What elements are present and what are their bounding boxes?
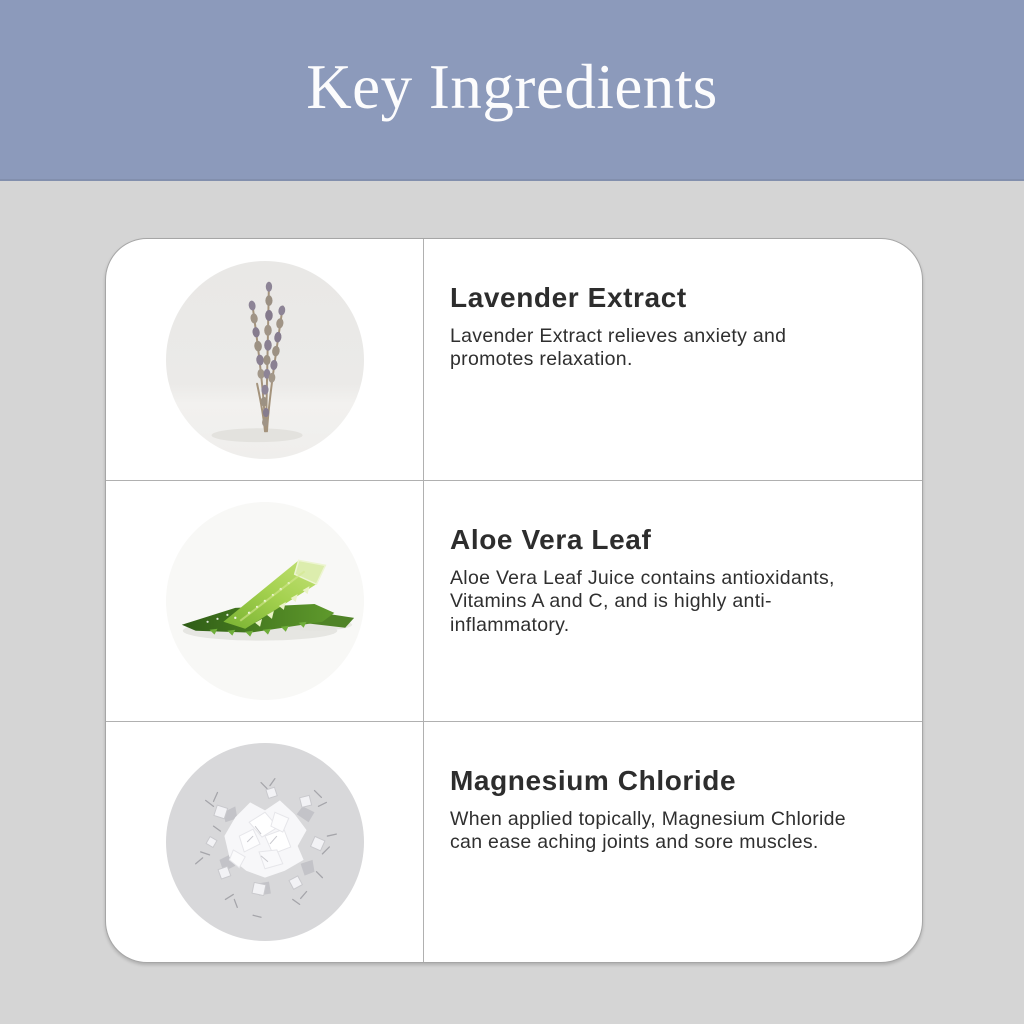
- ingredient-row-lavender: [106, 239, 922, 480]
- magnesium-media-cell: [106, 722, 424, 962]
- aloe-media-cell: [106, 481, 424, 721]
- ingredient-description: When applied topically, Magnesium Chloride can ease aching joints and sore muscles.: [450, 807, 846, 854]
- ingredient-name: Lavender Extract: [450, 282, 687, 313]
- header-banner: [0, 0, 1024, 181]
- magnesium-chloride-image: [166, 743, 364, 941]
- lavender-text-cell: [424, 239, 922, 480]
- ingredient-description: Lavender Extract relieves anxiety and promotes relaxation.: [450, 324, 787, 371]
- lavender-media-cell: [106, 239, 424, 480]
- lavender-sprig-illustration: [166, 261, 364, 459]
- ingredient-row-magnesium: [106, 721, 922, 962]
- aloe-leaves-illustration: [166, 502, 364, 700]
- page-title: Key Ingredients: [306, 52, 718, 122]
- aloe-text-cell: [424, 481, 922, 721]
- ingredient-description: Aloe Vera Leaf Juice contains antioxidants, Vitamins A and C, and is highly anti-inflammatory.: [450, 566, 835, 636]
- ingredients-card: [105, 238, 923, 963]
- ingredient-name: Aloe Vera Leaf: [450, 524, 652, 555]
- lavender-extract-image: [166, 261, 364, 459]
- ingredient-name: Magnesium Chloride: [450, 765, 737, 796]
- ingredient-row-aloe: [106, 480, 922, 721]
- magnesium-text-cell: [424, 722, 922, 962]
- aloe-vera-leaf-image: [166, 502, 364, 700]
- magnesium-flakes-illustration: [166, 743, 364, 941]
